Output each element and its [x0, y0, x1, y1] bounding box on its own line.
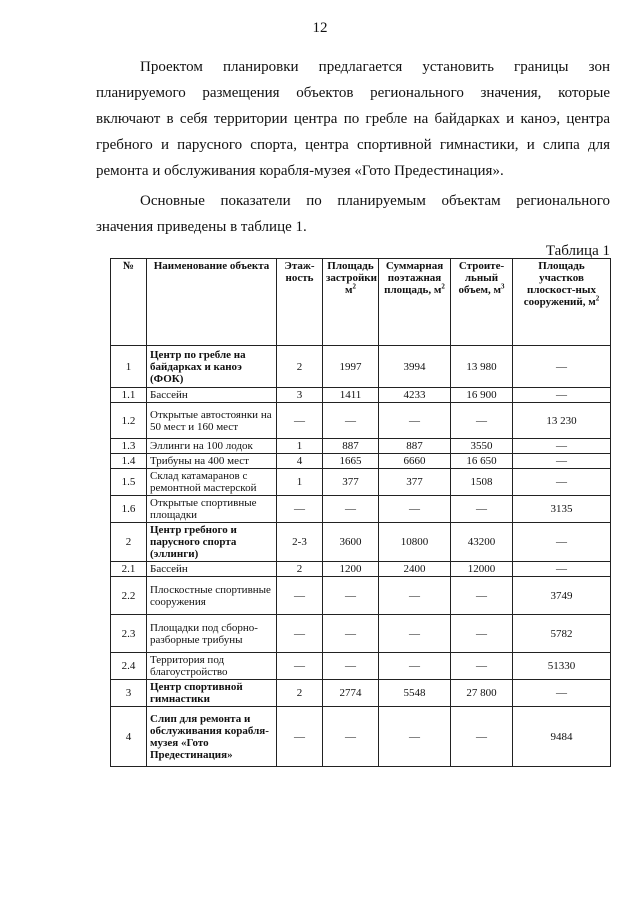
cell-flat: — [513, 346, 611, 388]
cell-volume: 1508 [451, 469, 513, 496]
cell-volume: 13 980 [451, 346, 513, 388]
cell-name: Центр гребного и парусного спорта (эллинги) [147, 523, 277, 562]
cell-area: 1411 [323, 388, 379, 403]
cell-floors: 2 [277, 680, 323, 707]
cell-name: Плоскостные спортивные сооружения [147, 577, 277, 615]
cell-flat: 51330 [513, 653, 611, 680]
cell-area: — [323, 707, 379, 767]
cell-num: 3 [111, 680, 147, 707]
cell-floors: — [277, 403, 323, 439]
cell-area: 1997 [323, 346, 379, 388]
cell-volume: 16 900 [451, 388, 513, 403]
cell-volume: 43200 [451, 523, 513, 562]
header-area: Площадь застройки $м^2$ [323, 259, 379, 346]
cell-total: 6660 [379, 454, 451, 469]
cell-flat: 5782 [513, 615, 611, 653]
cell-name: Эллинги на 100 лодок [147, 439, 277, 454]
cell-volume: — [451, 653, 513, 680]
paragraph-line: значения приведены в таблице 1. [96, 219, 307, 235]
cell-volume: — [451, 615, 513, 653]
table-row [111, 680, 611, 707]
cell-volume: — [451, 403, 513, 439]
cell-flat: — [513, 388, 611, 403]
header-volume: Строите-льный объем, $м^3$ [451, 259, 513, 346]
table-row [111, 707, 611, 767]
header-num: № [111, 259, 147, 346]
table-row [111, 496, 611, 523]
cell-num: 1.1 [111, 388, 147, 403]
cell-floors: 1 [277, 439, 323, 454]
cell-volume: — [451, 577, 513, 615]
cell-volume: 12000 [451, 562, 513, 577]
table-row [111, 469, 611, 496]
cell-total: — [379, 653, 451, 680]
cell-num: 1.5 [111, 469, 147, 496]
cell-total: — [379, 577, 451, 615]
cell-total: 4233 [379, 388, 451, 403]
cell-total: — [379, 707, 451, 767]
cell-area: — [323, 496, 379, 523]
cell-area: 887 [323, 439, 379, 454]
cell-floors: 2 [277, 346, 323, 388]
cell-name: Открытые автостоянки на 50 мест и 160 мест [147, 403, 277, 439]
cell-floors: 2-3 [277, 523, 323, 562]
cell-total: 5548 [379, 680, 451, 707]
table-row [111, 454, 611, 469]
cell-area: 2774 [323, 680, 379, 707]
cell-name: Центр по гребле на байдарках и каноэ (ФОК) [147, 346, 277, 388]
header-flat-area: Площадь участков плоскост-ных сооружений, $м^2$ [513, 259, 611, 346]
cell-volume: 3550 [451, 439, 513, 454]
cell-flat: — [513, 680, 611, 707]
cell-name: Бассейн [147, 388, 277, 403]
paragraph-line: ремонта и обслуживания корабля-музея «Гото Предестинация». [96, 163, 504, 179]
cell-area: 1665 [323, 454, 379, 469]
cell-flat: — [513, 523, 611, 562]
cell-name: Площадки под сборно-разборные трибуны [147, 615, 277, 653]
cell-floors: 1 [277, 469, 323, 496]
cell-floors: 4 [277, 454, 323, 469]
cell-volume: — [451, 707, 513, 767]
cell-volume: 16 650 [451, 454, 513, 469]
cell-floors: — [277, 577, 323, 615]
cell-num: 2.2 [111, 577, 147, 615]
cell-volume: — [451, 496, 513, 523]
cell-area: — [323, 653, 379, 680]
table-row [111, 523, 611, 562]
cell-floors: — [277, 653, 323, 680]
cell-total: 10800 [379, 523, 451, 562]
cell-flat: — [513, 439, 611, 454]
header-floors: Этаж-ность [277, 259, 323, 346]
cell-num: 2 [111, 523, 147, 562]
cell-name: Склад катамаранов с ремонтной мастерской [147, 469, 277, 496]
cell-total: 2400 [379, 562, 451, 577]
cell-name: Трибуны на 400 мест [147, 454, 277, 469]
cell-floors: — [277, 496, 323, 523]
table-row [111, 577, 611, 615]
cell-num: 2.3 [111, 615, 147, 653]
table-header-row [111, 259, 611, 346]
indicators-table [110, 258, 611, 767]
cell-flat: 9484 [513, 707, 611, 767]
paragraph-line: планируемого размещения объектов регионального значения, которые [96, 85, 610, 101]
table-row [111, 615, 611, 653]
cell-total: — [379, 403, 451, 439]
paragraph-line: Основные показатели по планируемым объектам регионального [140, 193, 610, 209]
cell-area: 1200 [323, 562, 379, 577]
cell-area: 3600 [323, 523, 379, 562]
paragraph-line: гребного и парусного спорта, центра спортивной гимнастики, и слипа для [96, 137, 610, 153]
page-number: 12 [312, 20, 328, 36]
intro-paragraph [96, 54, 610, 184]
cell-name: Территория под благоустройство [147, 653, 277, 680]
table-row [111, 653, 611, 680]
cell-area: — [323, 403, 379, 439]
cell-flat: — [513, 562, 611, 577]
table-row [111, 562, 611, 577]
summary-paragraph [96, 188, 610, 240]
cell-num: 1.6 [111, 496, 147, 523]
cell-flat: — [513, 454, 611, 469]
table-row [111, 388, 611, 403]
table-row [111, 346, 611, 388]
cell-floors: — [277, 707, 323, 767]
cell-floors: 3 [277, 388, 323, 403]
cell-flat: 3135 [513, 496, 611, 523]
cell-num: 2.4 [111, 653, 147, 680]
cell-total: 3994 [379, 346, 451, 388]
cell-total: — [379, 615, 451, 653]
cell-total: 887 [379, 439, 451, 454]
cell-floors: — [277, 615, 323, 653]
table-row [111, 439, 611, 454]
cell-floors: 2 [277, 562, 323, 577]
cell-area: — [323, 577, 379, 615]
table-row [111, 403, 611, 439]
cell-total: 377 [379, 469, 451, 496]
paragraph-line: включают в себя территории центра по гребле на байдарках и каноэ, центра [96, 111, 610, 127]
cell-num: 1.4 [111, 454, 147, 469]
cell-name: Слип для ремонта и обслуживания корабля-музея «Гото Предестинация» [147, 707, 277, 767]
cell-num: 4 [111, 707, 147, 767]
cell-num: 1.2 [111, 403, 147, 439]
cell-volume: 27 800 [451, 680, 513, 707]
cell-num: 1 [111, 346, 147, 388]
cell-name: Открытые спортивные площадки [147, 496, 277, 523]
cell-flat: 13 230 [513, 403, 611, 439]
cell-total: — [379, 496, 451, 523]
table-caption: Таблица 1 [545, 243, 610, 259]
cell-flat: — [513, 469, 611, 496]
cell-name: Бассейн [147, 562, 277, 577]
cell-flat: 3749 [513, 577, 611, 615]
cell-area: 377 [323, 469, 379, 496]
cell-area: — [323, 615, 379, 653]
cell-num: 1.3 [111, 439, 147, 454]
header-name: Наименование объекта [147, 259, 277, 346]
cell-num: 2.1 [111, 562, 147, 577]
paragraph-line: Проектом планировки предлагается установить границы зон [140, 59, 610, 75]
header-total-area: Суммарная поэтажная площадь, $м^2$ [379, 259, 451, 346]
cell-name: Центр спортивной гимнастики [147, 680, 277, 707]
